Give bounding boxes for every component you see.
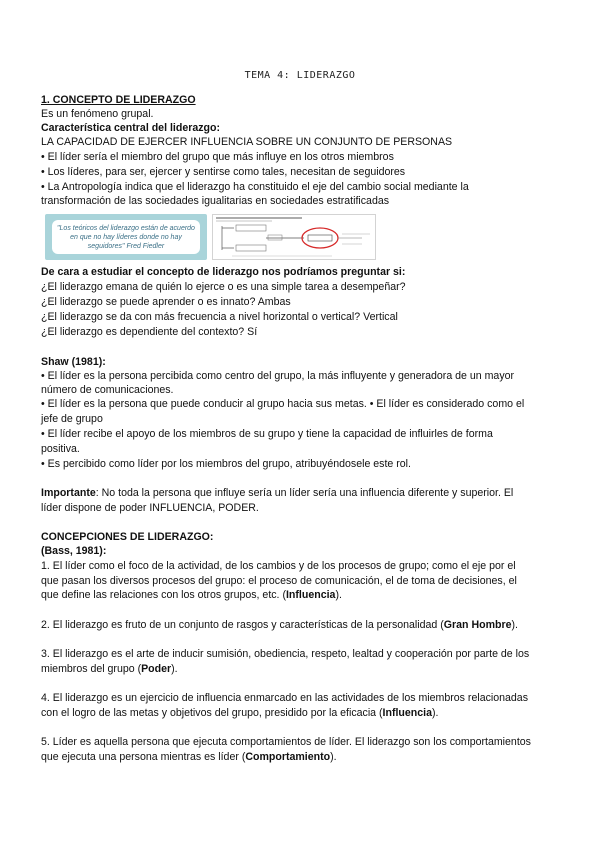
shaw-heading: Shaw (1981): — [41, 356, 106, 368]
question-item: ¿El liderazgo se puede aprender o es innato? Ambas — [41, 296, 291, 308]
keyword-comportamiento: Comportamiento — [245, 751, 331, 763]
shaw-line: positiva. — [41, 443, 80, 455]
text-span: 2. El liderazgo es fruto de un conjunto de rasgos y características de la personalidad ( — [41, 619, 444, 631]
conception-1-line: 1. El líder como el foco de la actividad, de los cambios y de los procesos de grupo; como el eje por el — [41, 560, 516, 572]
questions-heading: De cara a estudiar el concepto de liderazgo nos podríamos preguntar si: — [41, 266, 406, 278]
shaw-line: • El líder es la persona que puede conducir al grupo hacia sus metas. • El líder es considerado como el — [41, 398, 525, 410]
shaw-line: • El líder es la persona percibida como centro del grupo, la más influyente y generadora de un mayor — [41, 370, 515, 382]
conceptions-heading: CONCEPCIONES DE LIDERAZGO: — [41, 531, 214, 543]
keyword-poder: Poder — [141, 663, 172, 675]
conception-5-line: 5. Líder es aquella persona que ejecuta comportamientos de líder. El liderazgo son los comportamientos — [41, 736, 531, 748]
conception-4-line: 4. El liderazgo es un ejercicio de influencia enmarcado en las actividades de los miembros relacionadas — [41, 692, 528, 704]
important-line: líder dispone de poder INFLUENCIA, PODER. — [41, 502, 259, 514]
quote-callout — [45, 214, 207, 260]
important-label: Importante — [41, 487, 96, 499]
text-span: ). — [171, 663, 178, 675]
bullet-line: • Los líderes, para ser, ejercer y sentirse como tales, necesitan de seguidores — [41, 166, 406, 178]
conception-1-line: que pasan los diversos procesos del grupo: el proceso de comunicación, el de toma de decisiones, el — [41, 575, 517, 587]
quote-text: "Los teóricos del liderazgo están de acuerdo en que no hay líderes donde no hay seguidores" Fred Fiedler — [52, 220, 200, 254]
question-item: ¿El liderazgo se da con más frecuencia a nivel horizontal o vertical? Vertical — [41, 311, 398, 323]
keyword-gran-hombre: Gran Hombre — [443, 619, 512, 631]
conception-3-line: 3. El liderazgo es el arte de inducir sumisión, obediencia, respeto, lealtad y cooperación por parte de los — [41, 648, 530, 660]
intro-line: Es un fenómeno grupal. — [41, 108, 154, 120]
leadership-diagram-image — [212, 214, 376, 260]
shaw-line: • Es percibido como líder por los miembros del grupo, atribuyéndosele este rol. — [41, 458, 411, 470]
important-line — [41, 486, 561, 500]
text-span: que ejecuta una persona mientras es líder ( — [41, 751, 246, 763]
text-span: ). — [330, 751, 337, 763]
keyword-influencia: Influencia — [285, 589, 336, 601]
important-text: : No toda la persona que influye sería un líder sería una influencia diferente y superior. El — [95, 487, 514, 499]
bullet-line: transformación de las sociedades igualitarias en sociedades estratificadas — [41, 195, 390, 207]
subheading-caracteristica: Característica central del liderazgo: — [41, 122, 220, 134]
shaw-line: número de comunicaciones. — [41, 384, 174, 396]
shaw-line: jefe de grupo — [41, 413, 103, 425]
text-span: miembros del grupo ( — [41, 663, 142, 675]
shaw-line: • El líder recibe el apoyo de los miembros de su grupo y tiene la capacidad de influirles de forma — [41, 428, 493, 440]
conception-4-line — [41, 706, 561, 720]
conceptions-source: (Bass, 1981): — [41, 545, 107, 557]
text-span: ). — [335, 589, 342, 601]
conception-2-line — [41, 618, 561, 632]
question-item: ¿El liderazgo es dependiente del contexto? Sí — [41, 326, 258, 338]
keyword-influencia: Influencia — [382, 707, 432, 719]
conception-1-line — [41, 588, 561, 602]
text-span: con el logro de las metas y objetivos del grupo, presidido por la eficacia ( — [41, 707, 383, 719]
bullet-line: • El líder sería el miembro del grupo que más influye en los otros miembros — [41, 151, 394, 163]
text-span: ). — [432, 707, 439, 719]
bullet-line: • La Antropología indica que el liderazgo ha constituido el eje del cambio social mediante la — [41, 181, 469, 193]
text-span: ). — [511, 619, 518, 631]
text-span: que define las relaciones con los otros grupos, etc. ( — [41, 589, 286, 601]
section-heading-concepto: 1. CONCEPTO DE LIDERAZGO — [41, 94, 196, 106]
conception-3-line — [41, 662, 561, 676]
question-item: ¿El liderazgo emana de quién lo ejerce o es una simple tarea a desempeñar? — [41, 281, 406, 293]
conception-5-line — [41, 750, 561, 764]
page-title: TEMA 4: LIDERAZGO — [244, 70, 356, 81]
capacity-line: LA CAPACIDAD DE EJERCER INFLUENCIA SOBRE UN CONJUNTO DE PERSONAS — [41, 136, 453, 148]
